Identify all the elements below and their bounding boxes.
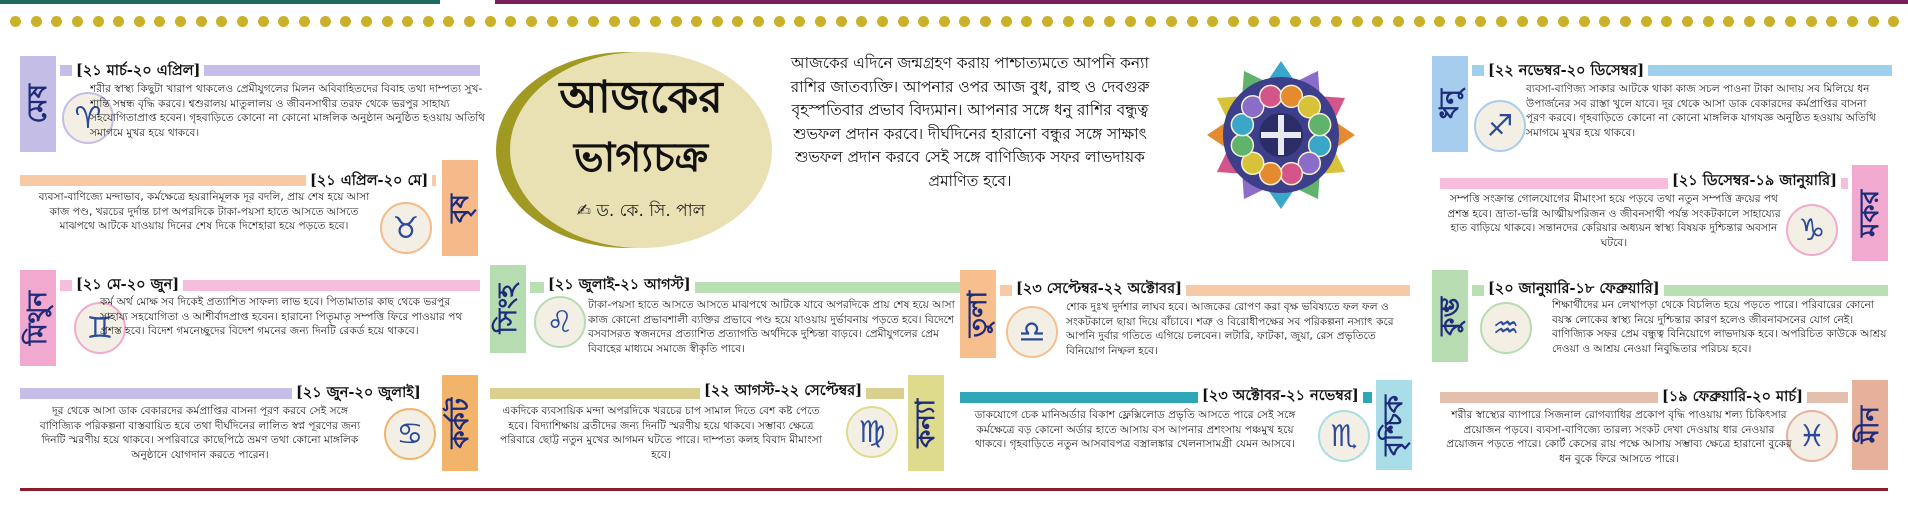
border-dot [154, 16, 165, 27]
border-dot [1331, 16, 1342, 27]
border-dot [31, 16, 42, 27]
border-dot [382, 16, 393, 27]
sign-name: তুলা [963, 290, 993, 338]
border-dot [712, 16, 723, 27]
border-dot [609, 16, 620, 27]
border-dot [1455, 16, 1466, 27]
border-dot [216, 16, 227, 27]
sign-date-range: [২০ জানুয়ারি-১৮ ফেব্রুয়ারি] [1484, 278, 1664, 302]
border-dot [1847, 16, 1858, 27]
sign-date-range: [২১ এপ্রিল-২০ মে] [306, 170, 432, 194]
sign-horoscope-text: টাকা-পয়সা হাতে আসতে আসতে মাঝপথে আটকে যাবে অপরদিকে প্রায় শেষ হয়ে আসা কাজ কোনো প্রভাবশালী ব্যক্তির প্রভাবে পণ্ড হয়ে যাওয়ায় দুর্ভাবনায় পড়তে হবে। বিদেশে বসবাসরত স্বজনদের প্রত্যাশিত প্রত্যাগতি অর্থদিকে দুশ্চিন্তা বাড়বে। প্রেমীযুগলের প্রেম বিবাহের মাধ্যমে সমাজে স্বীকৃতি পাবে। [588, 299, 955, 355]
title-badge [510, 52, 772, 248]
border-dot [1620, 16, 1631, 27]
sign-horoscope-text: কর্ম অর্থ মোক্ষ সব দিকেই প্রত্যাশিত সাফল্য লাভ হবে। পিতামাতার কাছ থেকে ভরপুর সাহায্য সহযোগিতা ও আশীর্বাদপ্রাপ্ত হবেন। হারানো পিতৃমাতৃ সম্পত্তি ফিরে পাওয়ার পথ প্রশস্ত হবে। বিদেশ গমনেচ্ছুদের বিদেশ গমনের জন্য দিনটি রেকর্ড হয়ে থাকবে। [100, 296, 463, 338]
border-dot [1248, 16, 1259, 27]
border-dot [1868, 16, 1879, 27]
border-dot [856, 16, 867, 27]
border-dot [423, 16, 434, 27]
border-dot [1579, 16, 1590, 27]
border-dot [650, 16, 661, 27]
top-accent-bar-right [495, 0, 1908, 4]
border-dot [836, 16, 847, 27]
sign-date-range: [২২ আগস্ট-২২ সেপ্টেম্বর] [700, 380, 866, 404]
author-line [510, 198, 772, 226]
title-line-2: ভাগ্যচক্র [573, 134, 709, 181]
sign-horoscope-text: শিক্ষার্থীদের মন লেখাপড়া থেকে বিচলিত হয়ে পড়তে পারে। পরিবারের কোনো বয়স্ক লোকের স্বাস্থ্য নিয়ে দুশ্চিন্তার কারণ হলেও জীবনাবসনের যোগ নেই। বাণিজ্যিক সফর প্রেম বন্ধুত্ব বিনিয়োগে লাভদায়ক হবে। অপরিচিত কাউকে আশ্রয় দেওয়া ও আশ্রয় নেওয়া নিবুদ্ধিতার পরিচয় হবে। [1552, 299, 1887, 355]
border-dot [51, 16, 62, 27]
border-dot [980, 16, 991, 27]
border-dot [1145, 16, 1156, 27]
border-dot [1785, 16, 1796, 27]
sign-date-range: [২১ জুন-২০ জুলাই] [292, 382, 425, 406]
sign-horoscope-text: ব্যবসা-বাণিজ্য সাকার আটকে থাকা কাজ সচল পাওনা টাকা আদায় সব মিলিয়ে ধন উপার্জনের সব রাস্তা খুলে যাবে। দূর থেকে আসা ডাক বেকারদের কর্মপ্রাপ্তির বাসনা পূরণ করবে। গৃহবাড়িতে কোনো না কোনো মাঙ্গলিক যাগযজ্ঞ অনুষ্ঠিত হওয়ায় অতিথি সমাগমে মুখর হয়ে থাকবে। [1526, 83, 1876, 139]
border-dot [877, 16, 888, 27]
sign-name-tab [1432, 270, 1468, 362]
border-dot [898, 16, 909, 27]
border-dot [671, 16, 682, 27]
border-dot [1537, 16, 1548, 27]
border-dot [1826, 16, 1837, 27]
border-dot [402, 16, 413, 27]
sign-date-range: [২৩ অক্টোবর-২১ নভেম্বর] [1198, 385, 1363, 409]
border-dot [1806, 16, 1817, 27]
sign-name: বৃশ্চিক [1379, 394, 1409, 456]
gemini-icon: ♊ [74, 302, 126, 354]
sagittarius-icon: ♐ [1474, 100, 1526, 152]
sign-name: মীন [1855, 406, 1885, 444]
sign-horoscope-text: একদিকে ব্যবসায়িক মন্দা অপরদিকে খরচের চাপ সামাল দিতে বেশ কষ্ট পেতে হবে। বিদ্যাশিক্ষায় ব্রতীদের জন্য দিনটি স্মরণীয় হয়ে থাকবে। সম্ভাব্য ক্ষেত্রে পরিবারে ছোট্ট নতুন মুখের আগমন ঘটতে পারে। দাম্পত্য কলহ বিবাদ মীমাংসা হবে। [500, 405, 822, 461]
border-dot [1517, 16, 1528, 27]
border-dot [1104, 16, 1115, 27]
sign-date-range: [২১ মার্চ-২০ এপ্রিল] [72, 60, 204, 84]
border-dot [774, 16, 785, 27]
sign-name: কুম্ভ [1435, 296, 1465, 336]
border-dot [196, 16, 207, 27]
border-dot [1703, 16, 1714, 27]
border-dot [299, 16, 310, 27]
border-dot [526, 16, 537, 27]
border-dot [1166, 16, 1177, 27]
virgo-icon: ♍ [846, 406, 898, 458]
sign-name: মকর [1855, 189, 1885, 237]
border-dot [1352, 16, 1363, 27]
sign-date-range: [২১ মে-২০ জুন] [72, 274, 183, 298]
sign-horoscope-text: শরীর স্বাস্থ্যের ব্যাপারে সিজনাল রোগব্যাধির প্রকোপ বৃদ্ধি পাওয়ায় শল্য চিকিৎসার প্রয়োজন পড়বে। ব্যবসা-বাণিজ্যে তারল্য সংকট দেখা দেওয়ায় ধার নেওয়ার প্রয়োজন পড়তে পারে। কোর্ট কেসের রায় পক্ষে আসায় সম্ভাব্য ক্ষেত্রে হারানো বুকের ধন বুকে ফিরে আসতে পারে। [1446, 409, 1792, 465]
border-dot [443, 16, 454, 27]
wheel-sign-cell [1260, 85, 1282, 107]
border-dot [1414, 16, 1425, 27]
border-dot [794, 16, 805, 27]
sign-name-tab [1376, 380, 1412, 470]
border-dot [1599, 16, 1610, 27]
border-dot [464, 16, 475, 27]
sign-name-tab [20, 56, 56, 152]
border-dot [1393, 16, 1404, 27]
sign-name-tab [20, 270, 56, 366]
sign-name-tab [960, 270, 996, 358]
sign-name-tab [908, 375, 944, 471]
sign-date-range: [২২ নভেম্বর-২০ ডিসেম্বর] [1484, 60, 1648, 84]
border-dot [732, 16, 743, 27]
border-dot [588, 16, 599, 27]
border-dot [1888, 16, 1899, 27]
sign-name-tab [1852, 165, 1888, 261]
sign-name: কর্কট [445, 397, 475, 449]
border-dot [1207, 16, 1218, 27]
border-dot [1290, 16, 1301, 27]
sign-horoscope-text: শোক দুঃখ দুর্দশার লাঘব হবে। আজকের রোপণ করা বৃক্ষ ভবিষ্যতে ফল ফল ও সংকটকালে ছায়া দিয়ে বাঁচাবে। শত্রু ও বিরোধীপক্ষের সব পরিকল্পনা নস্যাৎ করে আপনি দুর্বার গতিতে এগিয়ে চলবেন। লটারি, ফাটকা, জুয়া, রেস প্রভৃতিতে বিনিয়োগ নিষ্ফল হবে। [1066, 301, 1394, 357]
libra-icon: ♎ [1006, 306, 1058, 358]
sign-horoscope-text: শরীর স্বাস্থ্য কিছুটা খারাপ থাকলেও প্রেমীযুগলের মিলন অবিবাহিতদের বিবাহ তথা দাম্পত্য সুখ-শান্তি সম্বন্ধ বৃদ্ধি করবে। শ্বশুরালয় মাতুলালয় ও জীবনসাথীর তরফ থেকে ভরপুর সাহায্য সহযোগিতাপ্রাপ্ত হবেন। গৃহবাড়িতে কোনো না কোনো মাঙ্গলিক অনুষ্ঠান অনুষ্ঠিত হওয়ায় অতিথি সমাগমে মুখর হয়ে থাকবে। [90, 83, 486, 139]
border-dot [691, 16, 702, 27]
border-dot [1434, 16, 1445, 27]
sign-name-tab [442, 375, 478, 471]
taurus-icon: ♉ [380, 202, 432, 254]
border-dot [1021, 16, 1032, 27]
border-dot [258, 16, 269, 27]
border-dot [753, 16, 764, 27]
sign-date-range: [২১ জুলাই-২১ আগস্ট] [544, 274, 695, 298]
border-dot [1001, 16, 1012, 27]
sign-name-tab [442, 160, 478, 256]
sign-date-range: [২৩ সেপ্টেম্বর-২২ অক্টোবর] [1012, 278, 1186, 302]
border-dot [134, 16, 145, 27]
border-dot [485, 16, 496, 27]
sign-name: মিথুন [23, 290, 53, 346]
aquarius-icon: ♒ [1480, 302, 1532, 354]
border-dot [567, 16, 578, 27]
border-dot [10, 16, 21, 27]
sign-name-tab [1852, 380, 1888, 470]
border-dot [361, 16, 372, 27]
sign-horoscope-text: ডাকযোগে চেক মানিঅর্ডার বিকাশ ফ্লেক্সিলোড প্রভৃতি আসতে পারে সেই সঙ্গে কর্মক্ষেত্রে বড় কোনো অর্ডার হাতে আসায় বস আপনার প্রশংসায় পঞ্চমুখ হয়ে থাকবে। গৃহবাড়িতে নতুন আসবাবপত্র বস্ত্রালঙ্কার খেলনাসামগ্রী যেমন আসবে। [974, 409, 1296, 451]
sign-name-tab [1432, 56, 1468, 152]
border-dot [72, 16, 83, 27]
sign-name: সিংহ [493, 284, 523, 334]
border-dot [918, 16, 929, 27]
border-dot [1083, 16, 1094, 27]
border-dot [939, 16, 950, 27]
border-dot [93, 16, 104, 27]
sign-date-range: [১৯ ফেব্রুয়ারি-২০ মার্চ] [1658, 386, 1807, 410]
border-dot [505, 16, 516, 27]
border-dot [320, 16, 331, 27]
border-dot [278, 16, 289, 27]
sign-name: কন্যা [911, 398, 941, 448]
wheel-sign-cell [1309, 114, 1331, 136]
border-dot [1269, 16, 1280, 27]
intro-text: আজকের এদিনে জন্মগ্রহণ করায় পাশ্চাত্যমতে আপনি কন্যা রাশির জাতব্যক্তি। আপনার ওপর আজ বুধ, রাহু ও দেবগুরু বৃহস্পতিবার প্রভাব বিদ্যমান। আপনার সঙ্গে ধনু রাশির বন্ধুত্ব শুভফল প্রদান করবে। দীর্ঘদিনের হারানো বন্ধুর সঙ্গে সাক্ষাৎ শুভফল প্রদান করবে সেই সঙ্গে বাণিজ্যিক সফর লাভদায়ক প্রমাণিত হবে। [790, 54, 1150, 190]
border-dot [1558, 16, 1569, 27]
sign-horoscope-text: সম্পত্তি সংক্রান্ত গোলযোগের মীমাংসা হয়ে পড়বে তথা নতুন সম্পত্তি ক্রয়ের পথ প্রশস্ত হবে। ভ্রাতা-ভগ্নি আত্মীয়পরিজন ও জীবনসাথী পর্যন্ত সংকটকালে সাহায্যের হাত বাড়িয়ে থাকবে। সন্তানদের কেরিয়ার অধ্যয়ন স্বাস্থ্য বিষয়ক দুশ্চিন্তার অবসান ঘটবে। [1447, 193, 1781, 249]
border-dot [1228, 16, 1239, 27]
title-line-1: আজকের [559, 72, 723, 123]
border-dot [1063, 16, 1074, 27]
author-name: ড. কে. সি. পাল [596, 201, 706, 221]
aries-icon: ♈ [62, 92, 114, 144]
border-dot [1310, 16, 1321, 27]
border-dot [1641, 16, 1652, 27]
sign-date-range: [২১ ডিসেম্বর-১৯ জানুয়ারি] [1668, 170, 1841, 194]
border-dot [175, 16, 186, 27]
border-dot [1187, 16, 1198, 27]
border-dot [1661, 16, 1672, 27]
border-dot [959, 16, 970, 27]
border-dot [1372, 16, 1383, 27]
pisces-icon: ♓ [1786, 410, 1838, 462]
leo-icon: ♌ [534, 296, 586, 348]
sign-name: মেষ [23, 84, 53, 124]
border-dot [547, 16, 558, 27]
border-dot [1042, 16, 1053, 27]
scorpio-icon: ♏ [1318, 410, 1370, 462]
bottom-rule [20, 488, 1888, 491]
border-dot [237, 16, 248, 27]
border-dot [1125, 16, 1136, 27]
border-dot [1496, 16, 1507, 27]
sign-name-tab [490, 265, 526, 353]
border-dot [815, 16, 826, 27]
border-dot [1744, 16, 1755, 27]
border-dot [1723, 16, 1734, 27]
wheel-sign-cell [1280, 163, 1302, 185]
pen-icon: ✍ [576, 201, 591, 221]
dotted-border [10, 16, 1900, 30]
sign-name: বৃষ [445, 193, 475, 223]
sign-name: ধনু [1435, 88, 1465, 120]
sign-horoscope-text: দূর থেকে আসা ডাক বেকারদের কর্মপ্রাপ্তির বাসনা পূরণ করবে সেই সঙ্গে বাণিজ্যিক পরিকল্পনা বাস্তবায়িত হবে তথা দীর্ঘদিনের লালিত স্বপ্ন পূরণের জন্য দিনটি স্মরণীয় হয়ে থাকবে। সপরিবারে কাছেপিঠে ভ্রমণ তথা কোনো মাঙ্গলিক অনুষ্ঠানে যোগদান করতে পারেন। [39, 405, 361, 461]
top-accent-bar-left [0, 0, 440, 4]
zodiac-wheel-icon [1206, 60, 1356, 210]
border-dot [629, 16, 640, 27]
wheel-sign-cell [1231, 134, 1253, 156]
border-dot [113, 16, 124, 27]
sign-horoscope-text: ব্যবসা-বাণিজ্যে মন্দাভাব, কর্মক্ষেত্রে হয়রানিমূলক দূর বদলি, প্রায় শেষ হয়ে আসা কাজ পণ্ড, খরচের দুর্দান্ত চাপ অপরদিকে টাকা-পয়সা হাতে আসতে আসতে মাঝপথে আটকে যাওয়ায় দিনের শেষ দিকে দিশেহারা হয়ে পড়তে হবে। [38, 191, 370, 233]
border-dot [340, 16, 351, 27]
cancer-icon: ♋ [384, 408, 436, 460]
border-dot [1475, 16, 1486, 27]
capricorn-icon: ♑ [1786, 204, 1838, 256]
border-dot [1764, 16, 1775, 27]
border-dot [1682, 16, 1693, 27]
